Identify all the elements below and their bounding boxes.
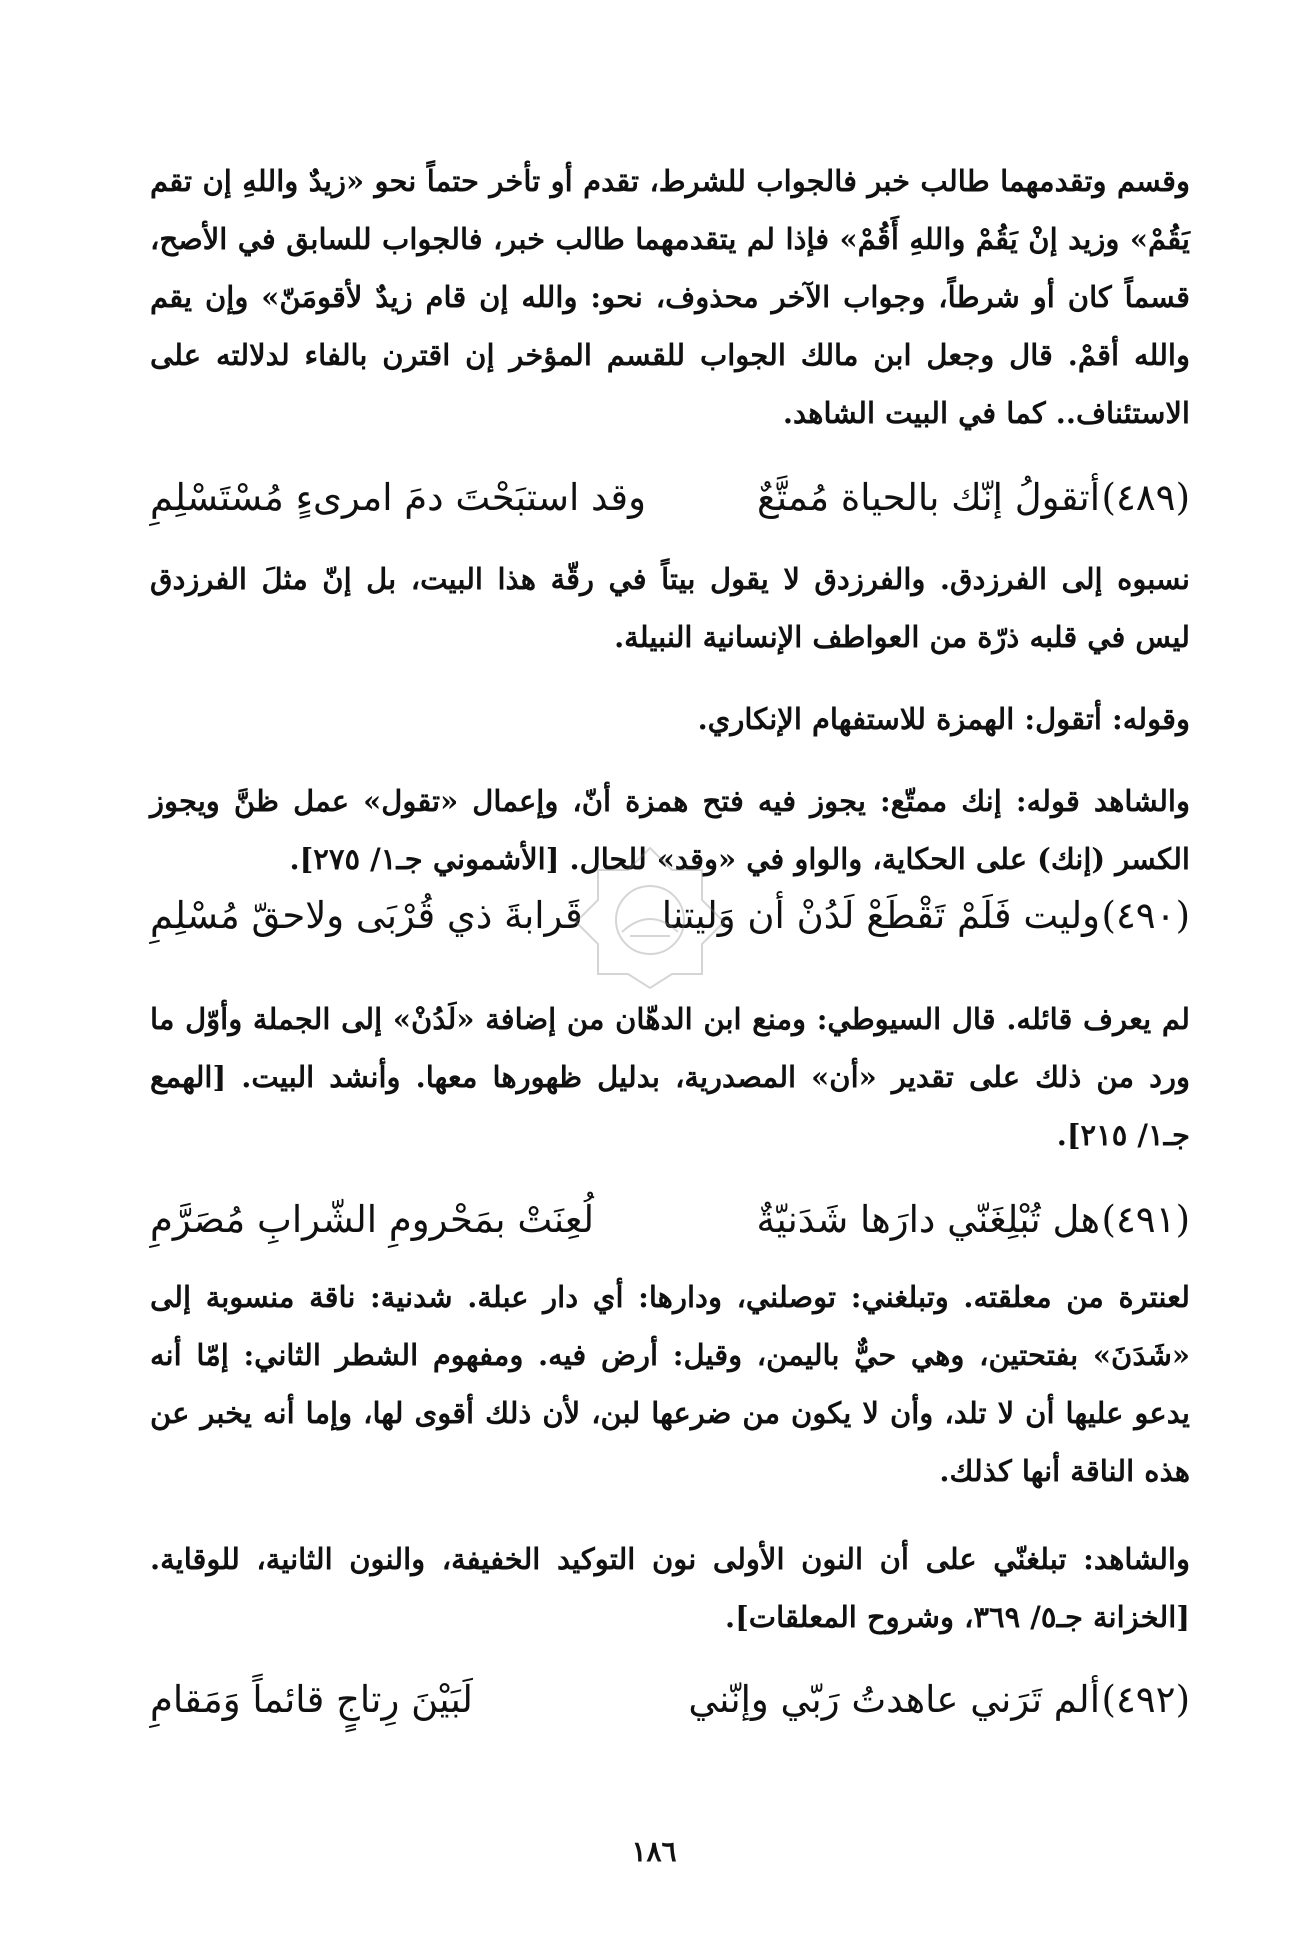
- paragraph-5: لم يعرف قائله. قال السيوطي: ومنع ابن الدهّان من إضافة «لَدُنْ» إلى الجملة وأوّل ما ورد من ذلك على تقدير «أن» المصدرية، بدليل ظهورها معها. وأنشد البيت. [الهمع جـ١/ ٢١٥].: [150, 1002, 1190, 1152]
- verse-number: (٤٩٢): [1101, 1678, 1190, 1721]
- verse-number: (٤٩١): [1101, 1198, 1190, 1241]
- library-stamp-icon: [560, 840, 740, 990]
- verse-second-hemistich: قَرابةَ ذي قُرْبَى ولاحقّ مُسْلِمِ: [150, 894, 583, 937]
- paragraph-6: لعنترة من معلقته. وتبلغني: توصلني، ودارها: أي دار عبلة. شدنية: ناقة منسوبة إلى «شَدَنَ» بفتحتين، وهي حيٌّ باليمن، وقيل: أرض فيه. ومفهوم الشطر الثاني: إمّا أنه يدعو عليها أن لا تلد، وأن لا يكون من ضرعها لبن، لأن ذلك أقوى لها، وإما أنه يخبر عن هذه الناقة أنها كذلك.: [150, 1280, 1190, 1488]
- verse-number: (٤٨٩): [1101, 476, 1190, 519]
- verse-second-hemistich: لُعِنَتْ بمَحْرومِ الشّرابِ مُصَرَّمِ: [150, 1198, 594, 1241]
- paragraph-3: وقوله: أتقول: الهمزة للاستفهام الإنكاري.: [697, 702, 1190, 736]
- paragraph-7: والشاهد: تبلغنّي على أن النون الأولى نون التوكيد الخفيفة، والنون الثانية، للوقاية. [الخزانة جـ٥/ ٣٦٩، وشروح المعلقات].: [150, 1542, 1190, 1634]
- verse-first-hemistich: هل تُبْلِغَنّي دارَها شَدَنيّةٌ: [756, 1198, 1100, 1241]
- verse-first-hemistich: ألم تَرَني عاهدتُ رَبّي وإنّني: [688, 1678, 1100, 1721]
- verse-489: [150, 468, 1190, 528]
- verse-second-hemistich: لَبَيْنَ رِتاجٍ قائماً وَمَقامِ: [150, 1678, 473, 1721]
- verse-first-hemistich: أتقولُ إنّك بالحياة مُمتَّعٌ: [757, 476, 1100, 519]
- paragraph-4: والشاهد قوله: إنك ممتّع: يجوز فيه فتح همزة أنّ، وإعمال «تقول» عمل ظنَّ ويجوز الكسر (إنك) على الحكاية، والواو في «وقد» للحال. [الأشموني جـ١/ ٢٧٥].: [150, 784, 1190, 876]
- page-number: ١٨٦: [631, 1835, 677, 1868]
- paragraph-1: وقسم وتقدمهما طالب خبر فالجواب للشرط، تقدم أو تأخر حتماً نحو «زيدٌ واللهِ إن تقم يَقُمْ» وزيد إنْ يَقُمْ واللهِ أَقُمْ» فإذا لم يتقدمهما طالب خبر، فالجواب للسابق في الأصح، قسماً كان أو شرطاً، وجواب الآخر محذوف، نحو: والله إن قام زيدٌ لأقومَنّ» وإن يقم والله أقمْ. قال وجعل ابن مالك الجواب للقسم المؤخر إن اقترن بالفاء لدلالته على الاستئناف.. كما في البيت الشاهد.: [150, 164, 1190, 430]
- verse-492: [150, 1670, 1190, 1730]
- verse-number: (٤٩٠): [1101, 894, 1190, 937]
- verse-491: [150, 1190, 1190, 1250]
- verse-first-hemistich: وليت فَلَمْ تَقْطَعْ لَدُنْ أن وَليتنا: [661, 894, 1100, 937]
- paragraph-2: نسبوه إلى الفرزدق. والفرزدق لا يقول بيتاً في رقّة هذا البيت، بل إنّ مثلَ الفرزدق ليس في قلبه ذرّة من العواطف الإنسانية النبيلة.: [150, 562, 1190, 654]
- verse-second-hemistich: وقد استبَحْتَ دمَ امرىءٍ مُسْتَسْلِمِ: [150, 476, 646, 519]
